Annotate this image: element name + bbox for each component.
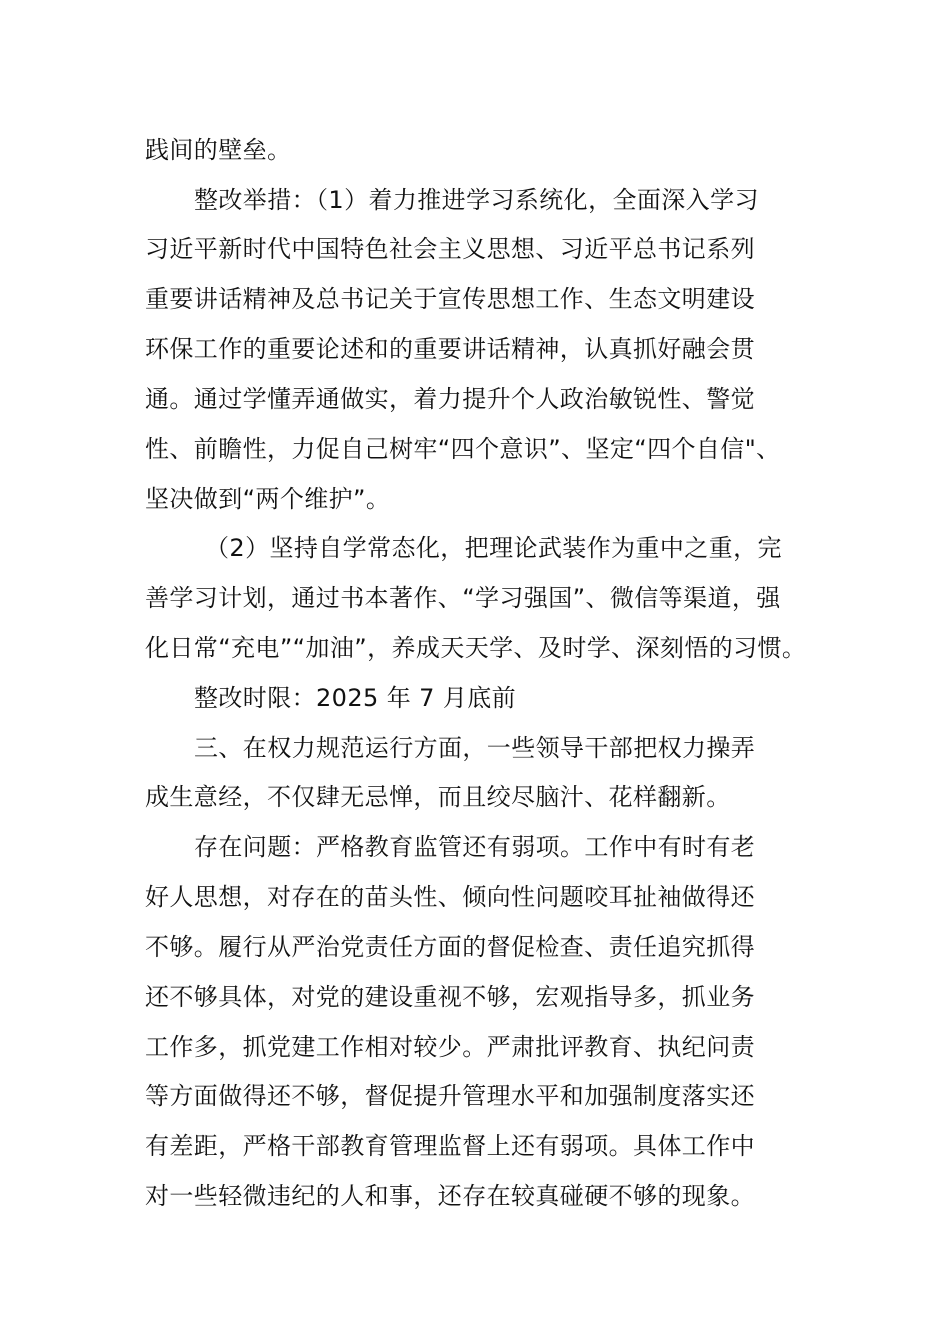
text-line: 好人思想，对存在的苗头性、倾向性问题咬耳扯袖做得还 (145, 883, 755, 911)
text-line: 整改举措：（1）着力推进学习系统化，全面深入学习 (194, 186, 759, 214)
text-line: 有差距，严格干部教育管理监督上还有弱项。具体工作中 (145, 1132, 755, 1160)
text-line: 存在问题：严格教育监管还有弱项。工作中有时有老 (194, 833, 756, 861)
text-line: 对一些轻微违纪的人和事，还存在较真碰硬不够的现象。 (145, 1182, 755, 1210)
text-line: 三、在权力规范运行方面，一些领导干部把权力操弄 (194, 734, 756, 762)
text-line: 还不够具体，对党的建设重视不够，宏观指导多，抓业务 (145, 983, 755, 1011)
text-line: 不够。履行从严治党责任方面的督促检查、责任追究抓得 (145, 933, 755, 961)
text-line: 习近平新时代中国特色社会主义思想、习近平总书记系列 (145, 235, 755, 263)
text-line: 整改时限：2025 年 7 月底前 (194, 684, 517, 712)
text-line: 践间的壁垒。 (145, 136, 292, 164)
text-line: 通。通过学懂弄通做实，着力提升个人政治敏锐性、警觉 (145, 385, 755, 413)
text-line: （2）坚持自学常态化，把理论武装作为重中之重，完 (205, 534, 782, 562)
text-line: 化日常“充电”“加油”，养成天天学、及时学、深刻悟的习惯。 (145, 634, 807, 662)
text-line: 成生意经，不仅肆无忌惮，而且绞尽脑汁、花样翻新。 (145, 783, 731, 811)
text-line: 性、前瞻性，力促自己树牢“四个意识”、坚定“四个自信"、 (145, 435, 781, 463)
text-line: 等方面做得还不够，督促提升管理水平和加强制度落实还 (145, 1082, 755, 1110)
text-line: 善学习计划，通过书本著作、“学习强国”、微信等渠道，强 (145, 584, 781, 612)
text-line: 工作多，抓党建工作相对较少。严肃批评教育、执纪问责 (145, 1033, 755, 1061)
text-line: 环保工作的重要论述和的重要讲话精神，认真抓好融会贯 (145, 335, 755, 363)
text-line: 重要讲话精神及总书记关于宣传思想工作、生态文明建设 (145, 285, 755, 313)
text-line: 坚决做到“两个维护”。 (145, 485, 391, 513)
